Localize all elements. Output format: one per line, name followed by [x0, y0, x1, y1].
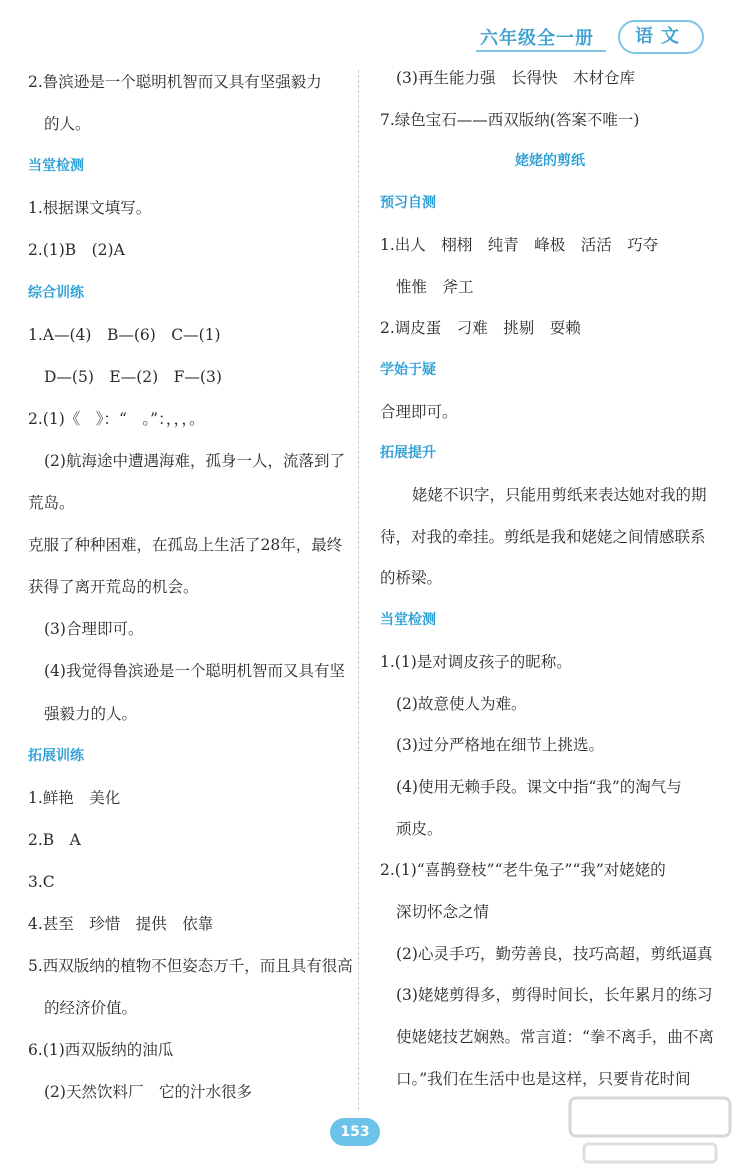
answer-line: 的桥梁。 — [380, 569, 443, 588]
answer-line: D—(5) E—(2) F—(3) — [44, 367, 222, 386]
section-heading: 拓展训练 — [28, 747, 84, 764]
header-underline — [476, 50, 606, 52]
answer-line: 荒岛。 — [28, 494, 75, 512]
answer-line: (3)姥姥剪得多，剪得时间长，长年累月的练习 — [396, 986, 713, 1005]
answer-line: 5.西双版纳的植物不但姿态万千，而且具有很高 — [28, 957, 353, 976]
answer-line: (4)我觉得鲁滨逊是一个聪明机智而又具有坚 — [44, 662, 345, 681]
answer-line: (2)航海途中遭遇海难，孤身一人，流落到了 — [44, 451, 345, 470]
answer-line: 使姥姥技艺娴熟。常言道：“拳不离手，曲不离 — [396, 1028, 714, 1047]
answer-line: (3)再生能力强 长得快 木材仓库 — [396, 69, 635, 87]
answer-line: 1.(1)是对调皮孩子的昵称。 — [380, 652, 572, 671]
answer-line: 1.A—(4) B—(6) C—(1) — [28, 325, 221, 344]
column-divider — [358, 70, 359, 1110]
answer-line: (2)天然饮料厂 它的汁水很多 — [44, 1083, 252, 1102]
answer-line: 6.(1)西双版纳的油瓜 — [28, 1041, 174, 1060]
answer-line: 深切怀念之情 — [396, 903, 490, 921]
answer-line: 2.(1)B (2)A — [28, 241, 125, 260]
watermark-logo — [560, 1092, 740, 1168]
answer-line: 顽皮。 — [396, 819, 443, 838]
answer-line: (2)故意使人为难。 — [396, 694, 527, 713]
answer-line: 惟惟 斧工 — [396, 277, 474, 296]
answer-line: 1.出人 栩栩 纯青 峰极 活活 巧夺 — [380, 235, 659, 254]
answer-line: 的经济价值。 — [44, 999, 138, 1018]
answer-line: 克服了种种困难，在孤岛上生活了28年，最终 — [28, 536, 343, 555]
grade-label: 六年级全一册 — [480, 28, 594, 49]
section-heading: 当堂检测 — [28, 158, 84, 175]
answer-line: 4.甚至 珍惜 提供 依靠 — [28, 915, 214, 933]
section-heading: 综合训练 — [28, 284, 84, 301]
answer-line: 2.B A — [28, 830, 81, 849]
answer-line: 的人。 — [44, 115, 91, 134]
answer-line: 2.(1)《 》：“ 。”：，，，。 — [28, 409, 205, 428]
answer-line: (4)使用无赖手段。课文中指“我”的淘气与 — [396, 777, 682, 796]
answer-line: 口。”我们在生活中也是这样，只要肯花时间 — [396, 1069, 691, 1088]
section-heading: 当堂检测 — [380, 612, 436, 629]
subject-badge: 语文 — [618, 20, 704, 54]
answer-line: (3)过分严格地在细节上挑选。 — [396, 736, 604, 755]
answer-line: 7.绿色宝石——西双版纳(答案不唯一) — [380, 110, 640, 129]
answer-line: 获得了离开荒岛的机会。 — [28, 578, 199, 597]
answer-line: 3.C — [28, 872, 55, 891]
section-heading: 学始于疑 — [380, 361, 436, 378]
answer-line: 合理即可。 — [380, 402, 458, 421]
answer-line: 2.调皮蛋 刁难 挑剔 耍赖 — [380, 319, 581, 338]
section-heading: 拓展提升 — [380, 445, 436, 462]
page-header — [470, 16, 730, 56]
answer-line: 1.鲜艳 美化 — [28, 788, 121, 807]
answer-line: 2.(1)“喜鹊登枝”“老牛兔子”“我”对姥姥的 — [380, 861, 666, 880]
answer-line: 待，对我的牵挂。剪纸是我和姥姥之间情感联系 — [380, 527, 706, 546]
answer-line: (3)合理即可。 — [44, 620, 144, 639]
lesson-title: 姥姥的剪纸 — [515, 153, 585, 170]
answer-line: 1.根据课文填写。 — [28, 199, 152, 218]
answer-line: 姥姥不识字，只能用剪纸来表达她对我的期 — [412, 486, 707, 504]
answer-line: 2.鲁滨逊是一个聪明机智而又具有坚强毅力 — [28, 73, 322, 91]
section-heading: 预习自测 — [380, 195, 436, 212]
page-number: 153 — [330, 1118, 380, 1146]
answer-line: 强毅力的人。 — [44, 704, 138, 723]
answer-line: (2)心灵手巧，勤劳善良，技巧高超，剪纸逼真 — [396, 944, 713, 963]
